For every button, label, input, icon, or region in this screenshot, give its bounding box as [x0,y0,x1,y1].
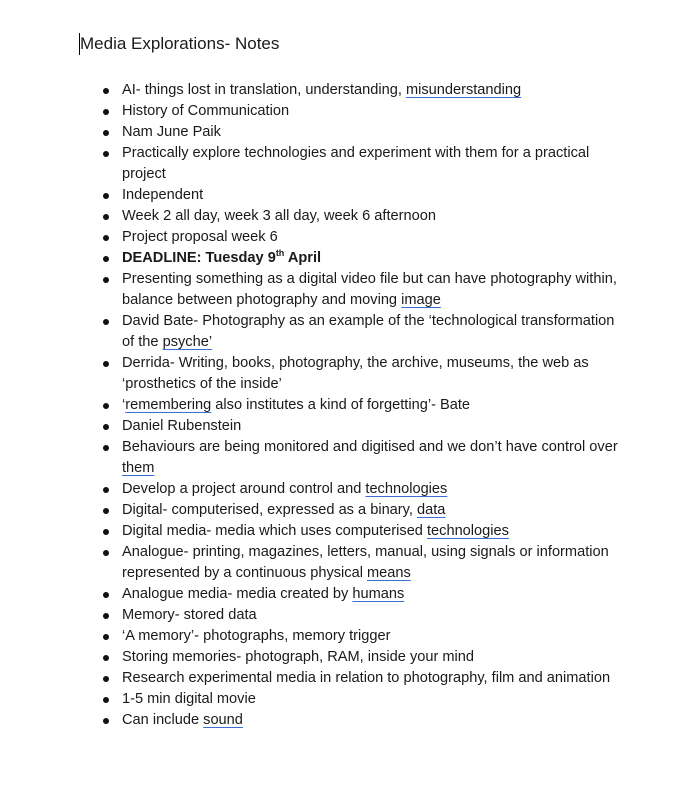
spellcheck-underline[interactable]: means [367,565,411,581]
list-item[interactable]: Project proposal week 6 [122,227,627,248]
spellcheck-underline[interactable]: humans [352,586,405,602]
spellcheck-underline[interactable]: technologies [365,481,448,497]
list-item[interactable]: Analogue media- media created by humans [122,584,627,605]
spellcheck-underline[interactable]: misunderstanding [405,82,522,98]
deadline-item[interactable]: DEADLINE: Tuesday 9th April [122,248,627,269]
spellcheck-underline[interactable]: sound [203,712,243,728]
list-item[interactable]: Nam June Paik [122,122,627,143]
list-item[interactable]: Derrida- Writing, books, photography, the archive, museums, the web as ‘prosthetics of the inside’ [122,353,627,395]
list-item[interactable]: Can include sound [122,710,627,731]
spellcheck-underline[interactable]: psyche’ [162,334,213,350]
list-item[interactable]: ‘remembering also institutes a kind of forgetting’- Bate [122,395,627,416]
spellcheck-underline[interactable]: remembering [125,397,212,413]
list-item[interactable]: Practically explore technologies and experiment with them for a practical project [122,143,627,185]
list-item[interactable]: Digital media- media which uses computerised technologies [122,521,627,542]
list-item[interactable]: Analogue- printing, magazines, letters, manual, using signals or information represented by a continuous physical means [122,542,627,584]
list-item[interactable]: Presenting something as a digital video file but can have photography within, balance between photography and moving image [122,269,627,311]
notes-list [122,80,627,731]
list-item[interactable]: Independent [122,185,627,206]
spellcheck-underline[interactable]: technologies [426,523,509,539]
list-item[interactable]: Digital- computerised, expressed as a binary, data [122,500,627,521]
list-item[interactable]: Daniel Rubenstein [122,416,627,437]
list-item[interactable]: History of Communication [122,101,627,122]
list-item[interactable]: Research experimental media in relation to photography, film and animation [122,668,627,689]
list-item[interactable]: Develop a project around control and technologies [122,479,627,500]
spellcheck-underline[interactable]: data [416,502,446,518]
list-item[interactable]: Memory- stored data [122,605,627,626]
list-item[interactable]: David Bate- Photography as an example of the ‘technological transformation of the psyche’ [122,311,627,353]
list-item[interactable]: Behaviours are being monitored and digitised and we don’t have control over them [122,437,627,479]
list-item[interactable]: Week 2 all day, week 3 all day, week 6 afternoon [122,206,627,227]
list-item[interactable]: AI- things lost in translation, understanding, misunderstanding [122,80,627,101]
list-item[interactable]: Storing memories- photograph, RAM, inside your mind [122,647,627,668]
list-item[interactable]: 1-5 min digital movie [122,689,627,710]
spellcheck-underline[interactable]: image [401,292,441,308]
document-title[interactable]: Media Explorations- Notes [80,34,280,53]
list-item[interactable]: ‘A memory’- photographs, memory trigger [122,626,627,647]
spellcheck-underline[interactable]: them [122,460,155,476]
